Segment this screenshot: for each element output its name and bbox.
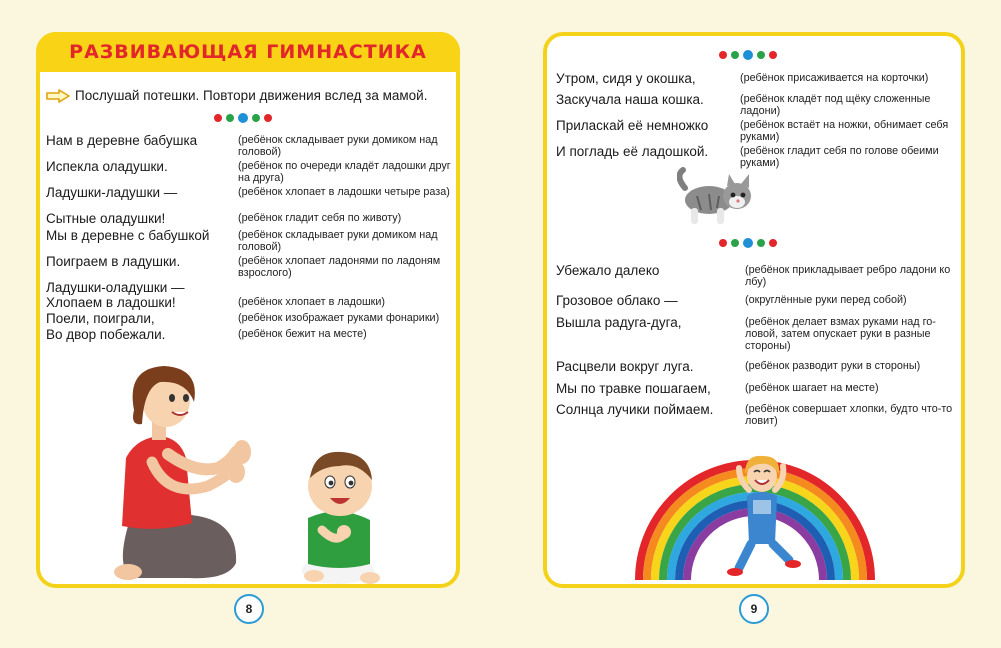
separator-dots-icon xyxy=(212,113,274,123)
action-note: (ребёнок складывает руки домиком над головой) xyxy=(238,229,438,253)
rhyme-line: Вышла радуга-дуга, xyxy=(556,315,682,330)
action-note: (ребёнок гладит себя по животу) xyxy=(238,212,402,224)
rhyme-line: Утром, сидя у окошка, xyxy=(556,71,696,86)
action-note: (ребёнок хлопает в ладошки) xyxy=(238,296,385,308)
action-note: (ребёнок шагает на месте) xyxy=(745,382,879,394)
rhyme-line: Нам в деревне бабушка xyxy=(46,133,198,148)
rhyme-line: Испекла оладушки. xyxy=(46,159,168,174)
action-note: (ребёнок прикладывает ребро ладони ко лбу) xyxy=(745,264,951,288)
rhyme-line: Заскучала наша кошка. xyxy=(556,92,704,107)
rhyme-line: Мы в деревне с бабушкой xyxy=(46,228,210,243)
action-note: (ребёнок по очереди кладёт ладошки друг на друга) xyxy=(238,160,451,184)
action-note: (ребёнок разводит руки в стороны) xyxy=(745,360,921,372)
rhyme-line: Хлопаем в ладошки! xyxy=(46,295,176,310)
action-note: (ребёнок бежит на месте) xyxy=(238,328,367,340)
action-note: (ребёнок хлопает в ладошки четыре раза) xyxy=(238,186,450,198)
page-number: 9 xyxy=(739,594,769,624)
page-number: 8 xyxy=(234,594,264,624)
arrow-right-icon xyxy=(46,89,70,103)
instruction xyxy=(46,88,427,103)
action-note: (ребёнок хлопает ладонями по ладоням взрослого) xyxy=(238,255,441,279)
action-note: (ребёнок кладёт под щёку сложенные ладони) xyxy=(740,93,931,117)
right-page xyxy=(543,32,965,588)
action-note: (ребёнок складывает руки домиком над головой) xyxy=(238,134,438,158)
rhyme-line: Грозовое облако — xyxy=(556,293,678,308)
rhyme-line: Приласкай её немножко xyxy=(556,118,709,133)
rainbow-illustration xyxy=(635,440,875,584)
left-page xyxy=(36,32,460,588)
action-note: (ребёнок присаживается на корточки) xyxy=(740,72,929,84)
rhyme-line: Мы по травке пошагаем, xyxy=(556,381,711,396)
rhyme-line: Убежало далеко xyxy=(556,263,660,278)
rhyme-line: Солнца лучики поймаем. xyxy=(556,402,714,417)
action-note: (ребёнок гладит себя по голове обеими руками) xyxy=(740,145,939,169)
rhyme-line: Поиграем в ладушки. xyxy=(46,254,181,269)
separator-dots-icon xyxy=(717,238,779,248)
action-note: (округлённые руки перед собой) xyxy=(745,294,907,306)
rhyme-line: Ладушки-ладушки — xyxy=(46,185,178,200)
instruction-text: Послушай потешки. Повтори движения вслед за мамой. xyxy=(75,88,428,103)
title-bar xyxy=(36,32,460,72)
page-title: РАЗВИВАЮЩАЯ ГИМНАСТИКА xyxy=(69,41,427,63)
separator-dots-icon xyxy=(717,50,779,60)
rhyme-line: И погладь её ладошкой. xyxy=(556,144,709,159)
mother-and-baby-illustration xyxy=(108,358,408,584)
mother-shirt xyxy=(122,436,192,529)
action-note: (ребёнок встаёт на ножки, обнимает себя руками) xyxy=(740,119,949,143)
action-note: (ребёнок делает взмах руками над го-ловой, затем опускает руки в разные стороны) xyxy=(745,316,936,352)
rhyme-line: Ладушки-оладушки — xyxy=(46,280,185,295)
action-note: (ребёнок совершает хлопки, будто что-то ловит) xyxy=(745,403,953,427)
kitten-illustration xyxy=(677,166,755,228)
action-note: (ребёнок изображает руками фонарики) xyxy=(238,312,440,324)
rhyme-line: Расцвели вокруг луга. xyxy=(556,359,694,374)
rhyme-line: Сытные оладушки! xyxy=(46,211,166,226)
rhyme-line: Во двор побежали. xyxy=(46,327,166,342)
rhyme-line: Поели, поиграли, xyxy=(46,311,155,326)
